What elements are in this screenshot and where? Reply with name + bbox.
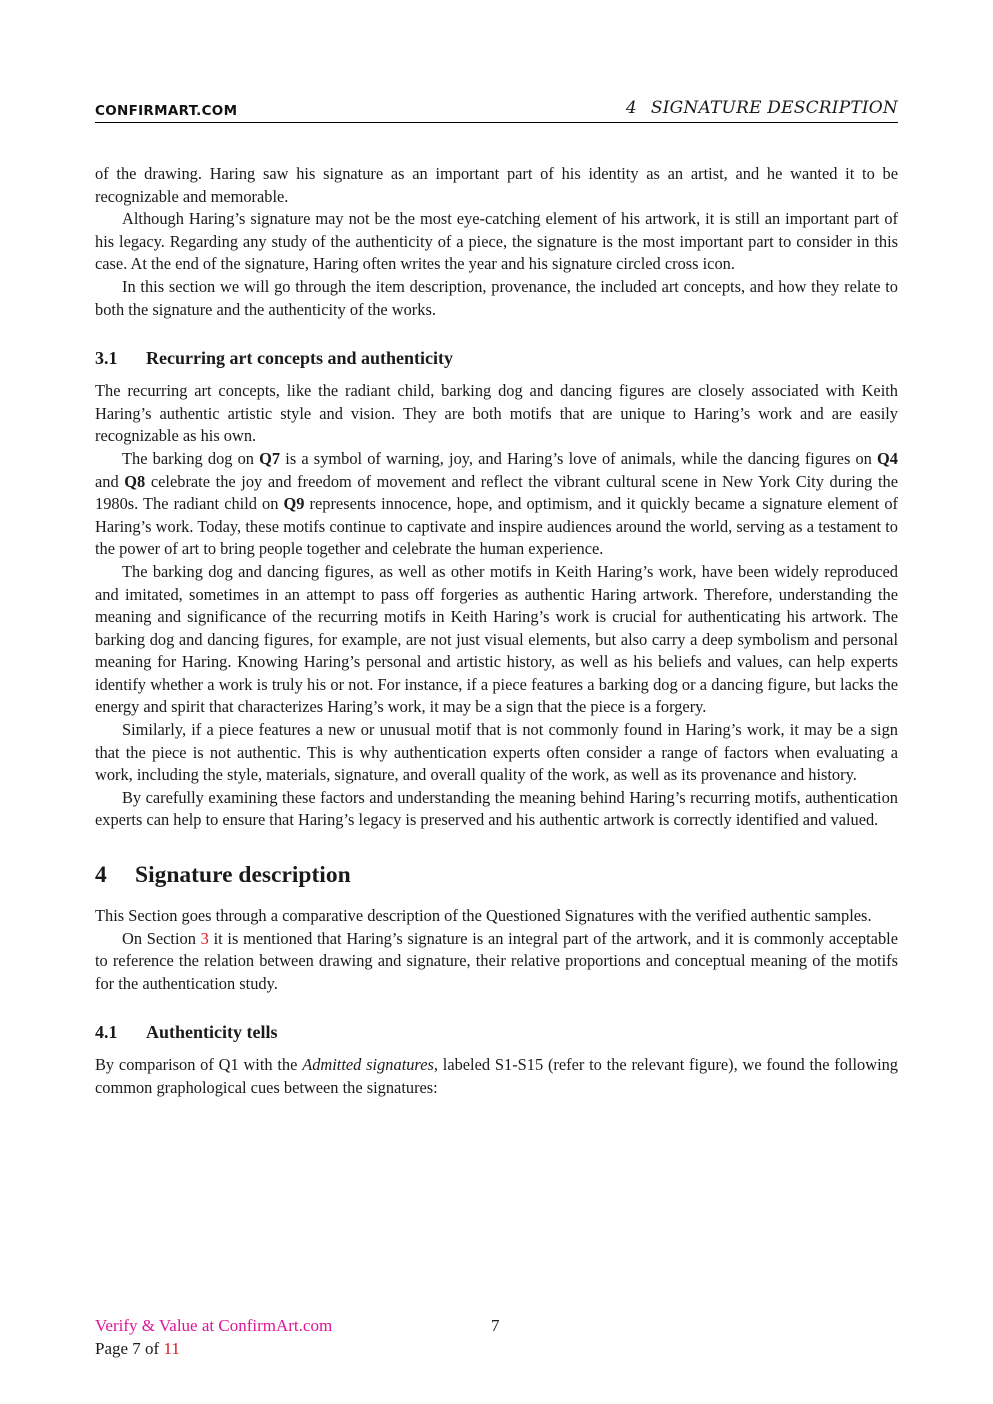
page-header xyxy=(95,96,898,123)
text-run: is a symbol of warning, joy, and Haring’s love of animals, while the dancing figures on xyxy=(280,448,878,468)
paragraph: This Section goes through a comparative description of the Questioned Signatures with the verified authentic samples. xyxy=(95,906,872,926)
section-3-link[interactable]: 3 xyxy=(200,928,209,948)
section-number: 4 xyxy=(95,862,107,889)
subsection-heading-3-1 xyxy=(95,348,898,369)
q9-ref: Q9 xyxy=(283,494,305,514)
section-title: Signature description xyxy=(135,862,351,889)
text-run: , labeled S1-S15 (refer to the relevant figure), we found the following common graphological cues between the signatures: xyxy=(95,1055,899,1097)
paragraph xyxy=(95,1054,898,1099)
q4-ref: Q4 xyxy=(877,448,898,468)
confirmart-logo: CONFIRMART.COM xyxy=(95,103,238,119)
paragraph xyxy=(95,448,898,561)
running-head xyxy=(626,98,898,118)
page-count xyxy=(95,1339,180,1359)
q7-ref: Q7 xyxy=(259,448,281,468)
paragraph: The recurring art concepts, like the radiant child, barking dog and dancing figures are closely associated with Keith Haring’s authentic artistic style and vision. They are both motifs that are unique to Haring’s work and are easily recognizable as his own. xyxy=(95,381,898,446)
running-head-title: SIGNATURE DESCRIPTION xyxy=(650,98,898,118)
section-number: 3.1 xyxy=(95,348,118,369)
subsection-heading-4-1 xyxy=(95,1022,898,1043)
paragraph xyxy=(95,928,898,996)
text-run: On Section xyxy=(122,928,201,948)
text-run: By comparison of Q1 with the xyxy=(95,1055,303,1075)
page-number: 7 xyxy=(491,1316,500,1335)
paragraph: of the drawing. Haring saw his signature as an important part of his identity as an artist, and he wanted it to be recognizable and memorable. xyxy=(95,164,898,206)
paragraph: In this section we will go through the item description, provenance, the included art concepts, and how they relate to both the signature and the authenticity of the works. xyxy=(95,276,898,319)
paragraph: Similarly, if a piece features a new or unusual motif that is not commonly found in Haring’s work, it may be a sign that the piece is not authentic. This is why authentication experts often consider a range of factors when evaluating a work, including the style, materials, signature, and overall quality of the work, as well as its provenance and history. xyxy=(95,720,898,785)
text-run: and xyxy=(95,471,125,491)
paragraph: The barking dog and dancing figures, as well as other motifs in Keith Haring’s work, have been widely reproduced and imitated, sometimes in an attempt to pass off forgeries as authentic Haring artwork. Therefore, understanding the meaning and significance of the recurring motifs in Keith Haring’s work is crucial for authenticating his artwork. The barking dog and dancing figures, for example, are not just visual elements, but also carry a deep symbolism and personal meaning for Haring. Knowing Haring’s personal and artistic history, as well as his beliefs and values, can help experts identify whether a work is truly his or not. For instance, if a piece features a barking dog or a dancing figure, but lacks the energy and spirit that characterizes Haring’s work, it may be a sign that the piece is a forgery. xyxy=(95,561,898,717)
text-run: celebrate the joy and freedom of movement and reflect the vibrant cultural scene in New York City during the 1980s. The radiant child on xyxy=(95,471,898,514)
q8-ref: Q8 xyxy=(124,471,146,491)
paragraph: By carefully examining these factors and understanding the meaning behind Haring’s recurring motifs, authentication experts can help to ensure that Haring’s legacy is preserved and his authentic artwork is correctly identified and valued. xyxy=(95,787,898,830)
emphasis: Admitted signatures xyxy=(302,1055,434,1075)
section-heading-4 xyxy=(95,862,898,889)
section-title: Authenticity tells xyxy=(146,1022,278,1043)
text-run: represents innocence, hope, and optimism, and it quickly became a signature element of Haring’s work. Today, these motifs continue to captivate and inspire audiences around the world, serving as a testament to the power of art to bring people together and celebrate the human experience. xyxy=(95,494,898,559)
text-run: The barking dog on xyxy=(122,448,260,468)
paragraph: Although Haring’s signature may not be the most eye-catching element of his artwork, it is still an important part of his legacy. Regarding any study of the authenticity of a piece, the signature is the most important part to consider in this case. At the end of the signature, Haring often writes the year and his signature circled cross icon. xyxy=(95,209,898,274)
section-number: 4.1 xyxy=(95,1022,118,1043)
page-count-prefix: Page 7 of xyxy=(95,1339,164,1358)
running-head-number: 4 xyxy=(625,98,637,118)
section-title: Recurring art concepts and authenticity xyxy=(146,348,453,369)
confirmart-footer-link[interactable]: Verify & Value at ConfirmArt.com xyxy=(95,1316,333,1335)
text-run: it is mentioned that Haring’s signature is an integral part of the artwork, and it is commonly acceptable to reference the relation between drawing and signature, their relative proportions and conceptual meaning of the motifs for the authentication study. xyxy=(95,928,898,993)
document-body xyxy=(95,163,898,1100)
total-pages-link[interactable]: 11 xyxy=(163,1339,180,1358)
